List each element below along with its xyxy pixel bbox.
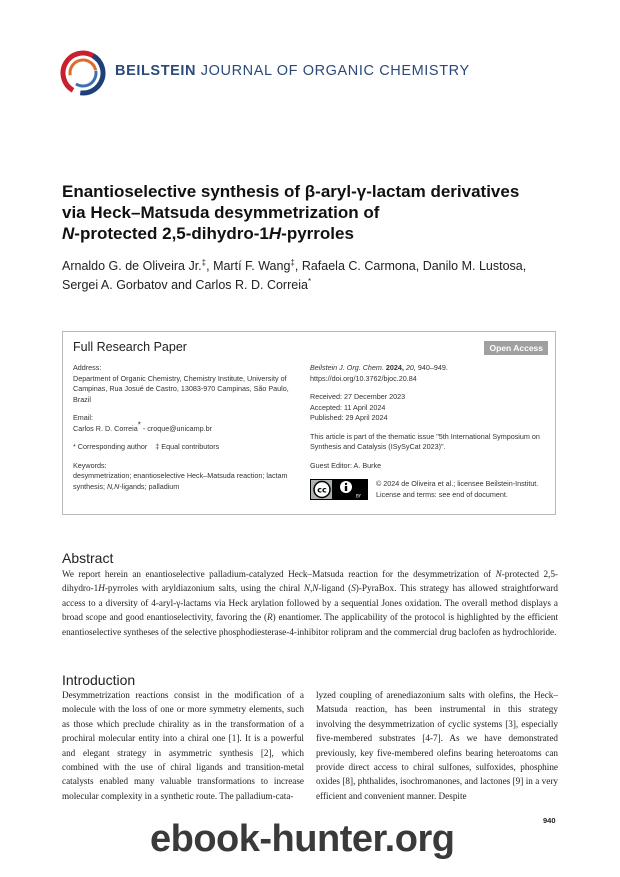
guest-editor: Guest Editor: A. Burke	[310, 460, 382, 470]
cc-text: cc	[317, 485, 327, 495]
received-date: Received: 27 December 2023	[310, 392, 406, 401]
keywords: desymmetrization; enantioselective Heck–Matsuda reaction; lactam synthesis; N,N-ligands; palladium	[73, 471, 288, 491]
info-left-column: Address: Department of Organic Chemistry, Chemistry Institute, University of Campinas, Rua Josué de Castro, 13083-970 Campinas, São Paulo, Brazil Email: Carlos R. D. Correia* - croque@unicamp.br * Corresponding author ‡ Equal contributors Keywords: desymmetrization; enantioselective Heck–Matsuda reaction; lactam synthesis; N,N-ligands; palladium	[73, 363, 299, 500]
open-access-badge: Open Access	[484, 341, 548, 355]
introduction-heading: Introduction	[62, 672, 136, 688]
abstract-heading: Abstract	[62, 550, 114, 566]
paper-type: Full Research Paper	[73, 340, 187, 354]
author-list: Arnaldo G. de Oliveira Jr.‡, Martí F. Wang‡, Rafaela C. Carmona, Danilo M. Lustosa, Sergei A. Gorbatov and Carlos R. D. Correia*	[62, 257, 527, 292]
journal-name: BEILSTEIN JOURNAL OF ORGANIC CHEMISTRY	[115, 63, 470, 79]
thematic-issue: This article is part of the thematic issue "5th International Symposium on Synthesis and Catalysis (ISySyCat 2023)".	[310, 431, 540, 451]
license-terms: License and terms: see end of document.	[376, 489, 508, 499]
email-link[interactable]: - croque@unicamp.br	[140, 423, 213, 433]
introduction-right-column: lyzed coupling of arenediazonium salts with olefins, the Heck–Matsuda reaction, has been instrumental in this strategy involving the desymmetrization of cyclic systems [3], especially five-membered substrates [4-7]. As we have demonstrated previously, key five-membered olefins bearing heteroatoms can provide direct access to chiral sulfones, sulfoxides, phosphine oxides [8], phthalides, isochromanones, and lactones [9] in a very efficient and convenient manner. Despite	[316, 690, 558, 801]
doi-link[interactable]: https://doi.org/10.3762/bjoc.20.84	[310, 373, 417, 383]
introduction-left-column: Desymmetrization reactions consist in the modification of a molecule with the loss of one or more symmetry elements, such as those which preclude chirality as in the transformation of a prochiral molecular entity into a chiral one [1]. It is a powerful and elegant strategy in asymmetric synthesis [2], which combined with the use of chiral ligands and transition-metal catalysts enabled many valuable transformations to increase molecular complexity in a synthetic route. The palladium-cata-	[62, 690, 304, 801]
article-title: Enantioselective synthesis of β-aryl-γ-lactam derivatives via Heck–Matsuda desymmetrization of N-protected 2,5-dihydro-1H-pyrroles	[62, 182, 520, 243]
by-text: BY	[356, 493, 361, 499]
copyright: © 2024 de Oliveira et al.; licensee Beilstein-Institut.	[376, 479, 539, 488]
info-right-column	[310, 363, 550, 500]
journal-logo-icon	[60, 50, 106, 96]
citation: Beilstein J. Org. Chem. 2024, 20, 940–949.	[310, 363, 448, 372]
abstract-text: We report herein an enantioselective palladium-catalyzed Heck–Matsuda reaction for the desymmetrization of N-protected 2,5-dihydro-1H-pyrroles with aryldiazonium salts, using the chiral N,N-ligand (S)-PyraBox. This strategy has allowed straightforward access to a diversity of 4-aryl-γ-lactams via Heck arylation followed by a sequential Jones oxidation. The overall method displays a broad scope and good enantioselectivity, favoring the (R) enantiomer. The applicability of the protocol is highlighted by the efficient enantioselective syntheses of the selective phosphodiesterase-4-inhibitor rolipram and the commercial drug baclofen as hydrochloride.	[62, 569, 559, 637]
address: Department of Organic Chemistry, Chemistry Institute, University of Campinas, Rua Josué de Castro, 13083-970 Campinas, São Paulo, Brazil	[73, 373, 289, 404]
contributor-footnote: * Corresponding author ‡ Equal contributors	[73, 442, 220, 451]
published-date: Published: 29 April 2024	[310, 413, 388, 422]
accepted-date: Accepted: 11 April 2024	[310, 402, 386, 412]
page-number: 940	[543, 816, 556, 825]
cc-by-license-icon[interactable]	[310, 479, 368, 500]
article-info-box	[62, 331, 556, 515]
watermark: ebook-hunter.org	[150, 818, 455, 860]
